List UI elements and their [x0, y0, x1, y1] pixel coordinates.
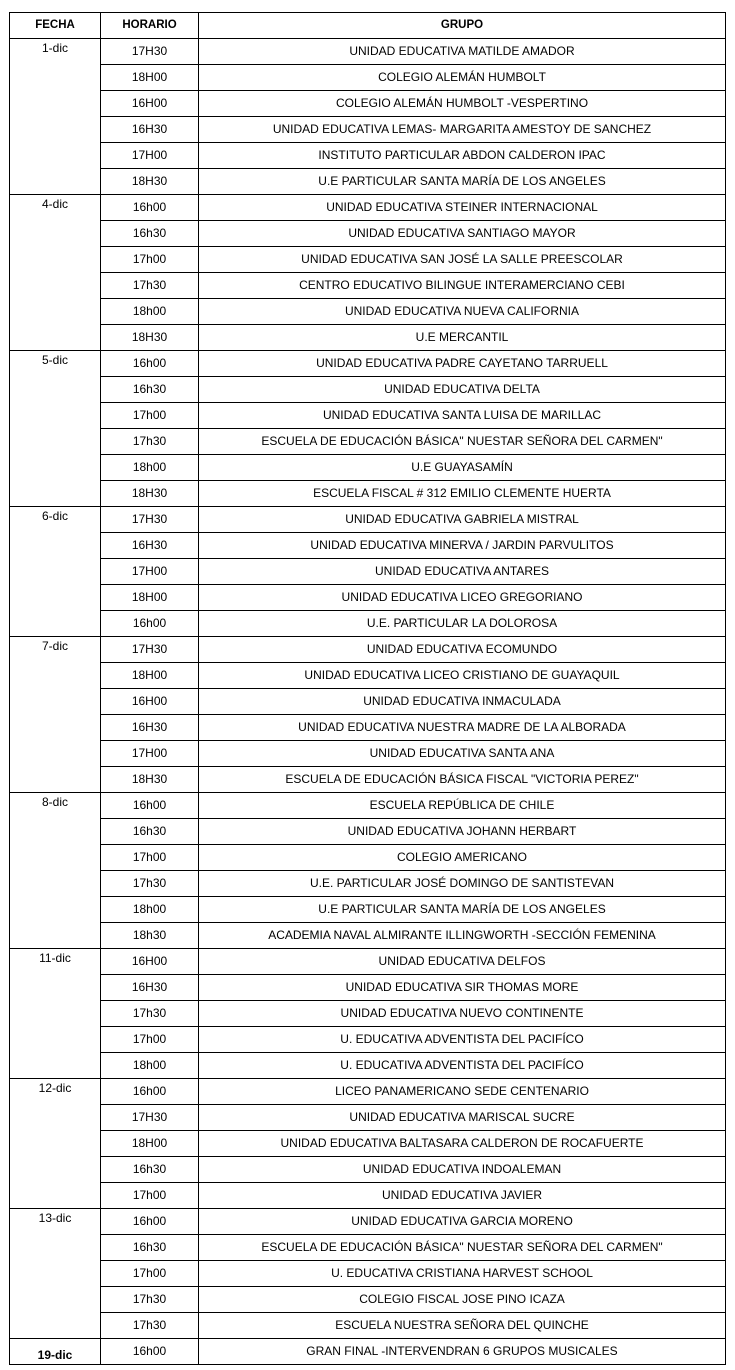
- table-row: [10, 1079, 726, 1105]
- horario-cell: 16H00: [101, 689, 199, 715]
- horario-cell: 17H30: [101, 39, 199, 65]
- horario-cell: 16H30: [101, 117, 199, 143]
- table-row: [10, 299, 726, 325]
- grupo-cell: ESCUELA DE EDUCACIÓN BÁSICA" NUESTAR SEÑORA DEL CARMEN": [199, 1235, 726, 1261]
- table-row: [10, 169, 726, 195]
- table-row: [10, 871, 726, 897]
- table-row: [10, 1339, 726, 1365]
- horario-cell: 16h00: [101, 1339, 199, 1365]
- table-row: [10, 117, 726, 143]
- grupo-cell: ESCUELA REPÚBLICA DE CHILE: [199, 793, 726, 819]
- header-grupo: GRUPO: [199, 13, 726, 39]
- table-row: [10, 845, 726, 871]
- table-row: [10, 403, 726, 429]
- horario-cell: 17h00: [101, 1027, 199, 1053]
- horario-cell: 17h30: [101, 1313, 199, 1339]
- fecha-cell: 6-dic: [10, 507, 101, 637]
- grupo-cell: U.E. PARTICULAR JOSÉ DOMINGO DE SANTISTEVAN: [199, 871, 726, 897]
- schedule-body: [10, 39, 726, 1365]
- grupo-cell: UNIDAD EDUCATIVA GABRIELA MISTRAL: [199, 507, 726, 533]
- horario-cell: 18H30: [101, 767, 199, 793]
- horario-cell: 17H30: [101, 637, 199, 663]
- horario-cell: 18h00: [101, 455, 199, 481]
- table-row: [10, 585, 726, 611]
- table-row: [10, 715, 726, 741]
- horario-cell: 17h30: [101, 1001, 199, 1027]
- grupo-cell: CENTRO EDUCATIVO BILINGUE INTERAMERCIANO CEBI: [199, 273, 726, 299]
- horario-cell: 18h00: [101, 897, 199, 923]
- horario-cell: 17H00: [101, 741, 199, 767]
- grupo-cell: UNIDAD EDUCATIVA INMACULADA: [199, 689, 726, 715]
- grupo-cell: UNIDAD EDUCATIVA DELFOS: [199, 949, 726, 975]
- table-row: [10, 949, 726, 975]
- grupo-cell: LICEO PANAMERICANO SEDE CENTENARIO: [199, 1079, 726, 1105]
- table-row: [10, 533, 726, 559]
- table-row: [10, 923, 726, 949]
- horario-cell: 18h30: [101, 923, 199, 949]
- horario-cell: 16h00: [101, 1079, 199, 1105]
- horario-cell: 16H00: [101, 949, 199, 975]
- horario-cell: 16H30: [101, 533, 199, 559]
- table-row: [10, 39, 726, 65]
- table-row: [10, 143, 726, 169]
- grupo-cell: UNIDAD EDUCATIVA BALTASARA CALDERON DE ROCAFUERTE: [199, 1131, 726, 1157]
- grupo-cell: COLEGIO AMERICANO: [199, 845, 726, 871]
- grupo-cell: UNIDAD EDUCATIVA INDOALEMAN: [199, 1157, 726, 1183]
- horario-cell: 17h30: [101, 871, 199, 897]
- grupo-cell: U.E. PARTICULAR LA DOLOROSA: [199, 611, 726, 637]
- fecha-cell: 8-dic: [10, 793, 101, 949]
- table-row: [10, 221, 726, 247]
- table-row: [10, 663, 726, 689]
- horario-cell: 16H30: [101, 715, 199, 741]
- table-row: [10, 1209, 726, 1235]
- grupo-cell: U. EDUCATIVA ADVENTISTA DEL PACIFÍCO: [199, 1027, 726, 1053]
- horario-cell: 16h30: [101, 1235, 199, 1261]
- table-row: [10, 481, 726, 507]
- grupo-cell: U.E PARTICULAR SANTA MARÍA DE LOS ANGELES: [199, 897, 726, 923]
- grupo-cell: UNIDAD EDUCATIVA SANTA ANA: [199, 741, 726, 767]
- horario-cell: 17h00: [101, 403, 199, 429]
- table-row: [10, 507, 726, 533]
- table-row: [10, 1053, 726, 1079]
- table-row: [10, 455, 726, 481]
- table-row: [10, 1157, 726, 1183]
- horario-cell: 16h00: [101, 195, 199, 221]
- horario-cell: 18H00: [101, 585, 199, 611]
- horario-cell: 16h30: [101, 819, 199, 845]
- table-row: [10, 195, 726, 221]
- table-row: [10, 1287, 726, 1313]
- table-row: [10, 1001, 726, 1027]
- grupo-cell: UNIDAD EDUCATIVA LICEO CRISTIANO DE GUAYAQUIL: [199, 663, 726, 689]
- grupo-cell: UNIDAD EDUCATIVA LEMAS- MARGARITA AMESTOY DE SANCHEZ: [199, 117, 726, 143]
- table-row: [10, 429, 726, 455]
- table-row: [10, 767, 726, 793]
- horario-cell: 16h00: [101, 793, 199, 819]
- fecha-cell: 7-dic: [10, 637, 101, 793]
- table-row: [10, 897, 726, 923]
- horario-cell: 17h00: [101, 247, 199, 273]
- grupo-cell: UNIDAD EDUCATIVA PADRE CAYETANO TARRUELL: [199, 351, 726, 377]
- schedule-table: [9, 12, 726, 1365]
- header-row: [10, 13, 726, 39]
- grupo-cell: U.E GUAYASAMÍN: [199, 455, 726, 481]
- table-row: [10, 793, 726, 819]
- grupo-cell: UNIDAD EDUCATIVA MINERVA / JARDIN PARVULITOS: [199, 533, 726, 559]
- horario-cell: 16h30: [101, 377, 199, 403]
- fecha-cell: 11-dic: [10, 949, 101, 1079]
- table-row: [10, 351, 726, 377]
- table-row: [10, 611, 726, 637]
- table-row: [10, 1105, 726, 1131]
- grupo-cell: UNIDAD EDUCATIVA NUEVA CALIFORNIA: [199, 299, 726, 325]
- grupo-cell: COLEGIO ALEMÁN HUMBOLT -VESPERTINO: [199, 91, 726, 117]
- horario-cell: 17H00: [101, 143, 199, 169]
- fecha-cell: 12-dic: [10, 1079, 101, 1209]
- horario-cell: 17H30: [101, 1105, 199, 1131]
- horario-cell: 16H00: [101, 91, 199, 117]
- table-row: [10, 741, 726, 767]
- grupo-cell: INSTITUTO PARTICULAR ABDON CALDERON IPAC: [199, 143, 726, 169]
- table-row: [10, 65, 726, 91]
- table-row: [10, 1131, 726, 1157]
- horario-cell: 17h30: [101, 429, 199, 455]
- grupo-cell: UNIDAD EDUCATIVA MARISCAL SUCRE: [199, 1105, 726, 1131]
- grupo-cell: COLEGIO ALEMÁN HUMBOLT: [199, 65, 726, 91]
- grupo-cell: ESCUELA DE EDUCACIÓN BÁSICA FISCAL "VICTORIA PEREZ": [199, 767, 726, 793]
- grupo-cell: U. EDUCATIVA ADVENTISTA DEL PACIFÍCO: [199, 1053, 726, 1079]
- horario-cell: 17H00: [101, 559, 199, 585]
- header-fecha: FECHA: [10, 13, 101, 39]
- grupo-cell: ESCUELA NUESTRA SEÑORA DEL QUINCHE: [199, 1313, 726, 1339]
- table-row: [10, 1027, 726, 1053]
- table-row: [10, 975, 726, 1001]
- grupo-cell: ACADEMIA NAVAL ALMIRANTE ILLINGWORTH -SECCIÓN FEMENINA: [199, 923, 726, 949]
- grupo-cell: UNIDAD EDUCATIVA JAVIER: [199, 1183, 726, 1209]
- grupo-cell: UNIDAD EDUCATIVA SANTA LUISA DE MARILLAC: [199, 403, 726, 429]
- table-row: [10, 273, 726, 299]
- grupo-cell: UNIDAD EDUCATIVA JOHANN HERBART: [199, 819, 726, 845]
- grupo-cell: U.E PARTICULAR SANTA MARÍA DE LOS ANGELES: [199, 169, 726, 195]
- horario-cell: 16h00: [101, 351, 199, 377]
- grupo-cell: U. EDUCATIVA CRISTIANA HARVEST SCHOOL: [199, 1261, 726, 1287]
- grupo-cell: U.E MERCANTIL: [199, 325, 726, 351]
- grupo-cell: UNIDAD EDUCATIVA NUESTRA MADRE DE LA ALBORADA: [199, 715, 726, 741]
- table-row: [10, 91, 726, 117]
- header-horario: HORARIO: [101, 13, 199, 39]
- horario-cell: 16h30: [101, 1157, 199, 1183]
- fecha-cell: 4-dic: [10, 195, 101, 351]
- horario-cell: 17h00: [101, 845, 199, 871]
- fecha-cell: 19-dic: [10, 1339, 101, 1365]
- table-row: [10, 637, 726, 663]
- grupo-cell: UNIDAD EDUCATIVA STEINER INTERNACIONAL: [199, 195, 726, 221]
- table-row: [10, 1183, 726, 1209]
- horario-cell: 17H30: [101, 507, 199, 533]
- horario-cell: 17h00: [101, 1183, 199, 1209]
- horario-cell: 17h00: [101, 1261, 199, 1287]
- fecha-cell: 5-dic: [10, 351, 101, 507]
- horario-cell: 18H00: [101, 1131, 199, 1157]
- horario-cell: 18H30: [101, 325, 199, 351]
- grupo-cell: COLEGIO FISCAL JOSE PINO ICAZA: [199, 1287, 726, 1313]
- grupo-cell: UNIDAD EDUCATIVA DELTA: [199, 377, 726, 403]
- grupo-cell: UNIDAD EDUCATIVA SANTIAGO MAYOR: [199, 221, 726, 247]
- horario-cell: 16h30: [101, 221, 199, 247]
- horario-cell: 16h00: [101, 611, 199, 637]
- fecha-cell: 13-dic: [10, 1209, 101, 1339]
- grupo-cell: UNIDAD EDUCATIVA ANTARES: [199, 559, 726, 585]
- table-row: [10, 325, 726, 351]
- horario-cell: 18H00: [101, 65, 199, 91]
- horario-cell: 18H30: [101, 481, 199, 507]
- horario-cell: 18h00: [101, 1053, 199, 1079]
- horario-cell: 18h00: [101, 299, 199, 325]
- grupo-cell: UNIDAD EDUCATIVA LICEO GREGORIANO: [199, 585, 726, 611]
- horario-cell: 17h30: [101, 1287, 199, 1313]
- table-row: [10, 559, 726, 585]
- table-row: [10, 247, 726, 273]
- table-row: [10, 689, 726, 715]
- fecha-cell: 1-dic: [10, 39, 101, 195]
- horario-cell: 18H30: [101, 169, 199, 195]
- table-row: [10, 1313, 726, 1339]
- horario-cell: 18H00: [101, 663, 199, 689]
- grupo-cell: ESCUELA DE EDUCACIÓN BÁSICA" NUESTAR SEÑORA DEL CARMEN": [199, 429, 726, 455]
- horario-cell: 16H30: [101, 975, 199, 1001]
- table-row: [10, 819, 726, 845]
- grupo-cell: UNIDAD EDUCATIVA NUEVO CONTINENTE: [199, 1001, 726, 1027]
- table-row: [10, 1235, 726, 1261]
- grupo-cell: ESCUELA FISCAL # 312 EMILIO CLEMENTE HUERTA: [199, 481, 726, 507]
- horario-cell: 16h00: [101, 1209, 199, 1235]
- grupo-cell: GRAN FINAL -INTERVENDRAN 6 GRUPOS MUSICALES: [199, 1339, 726, 1365]
- horario-cell: 17h30: [101, 273, 199, 299]
- grupo-cell: UNIDAD EDUCATIVA SAN JOSÉ LA SALLE PREESCOLAR: [199, 247, 726, 273]
- grupo-cell: UNIDAD EDUCATIVA ECOMUNDO: [199, 637, 726, 663]
- table-row: [10, 1261, 726, 1287]
- grupo-cell: UNIDAD EDUCATIVA SIR THOMAS MORE: [199, 975, 726, 1001]
- table-row: [10, 377, 726, 403]
- grupo-cell: UNIDAD EDUCATIVA MATILDE AMADOR: [199, 39, 726, 65]
- grupo-cell: UNIDAD EDUCATIVA GARCIA MORENO: [199, 1209, 726, 1235]
